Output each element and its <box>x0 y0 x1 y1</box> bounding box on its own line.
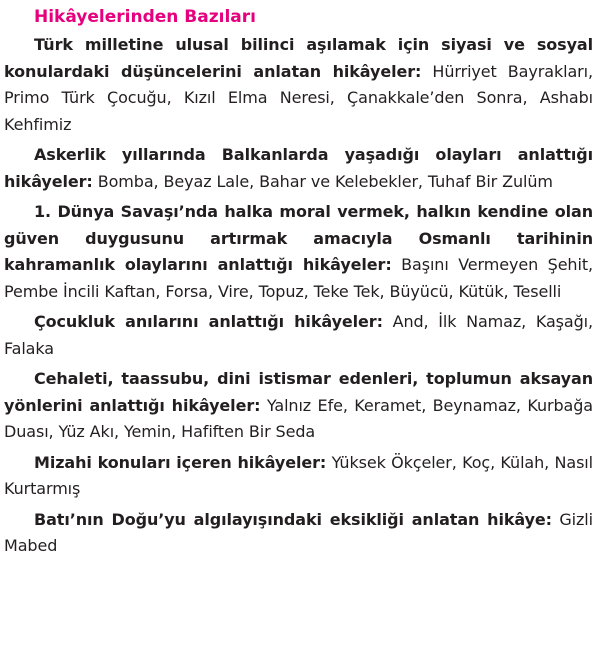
paragraph-body: And, İlk Namaz, Kaşağı, Falaka <box>4 312 593 358</box>
section-title: Hikâyelerinden Bazıları <box>34 7 256 27</box>
paragraph-body: Yüksek Ökçeler, Koç, Külah, Nasıl Kurtarmış <box>4 452 593 498</box>
paragraph-lead: Cehaleti, taassubu, dini istismar edenleri, toplumun aksayan yönlerini anlattığı hikâyeler: <box>4 369 593 415</box>
paragraph-body: Hürriyet Bayrakları, Primo Türk Çocuğu, Kızıl Elma Neresi, Çanakkale’den Sonra, Ashabı Kehfimiz <box>4 61 593 134</box>
paragraph-lead: Batı’nın Doğu’yu algılayışındaki eksikliği anlatan hikâye: <box>34 509 552 529</box>
paragraph-2 <box>4 142 593 195</box>
paragraph-7 <box>4 507 593 560</box>
paragraph-lead: Askerlik yıllarında Balkanlarda yaşadığı olayları anlattığı hikâyeler: <box>4 145 593 191</box>
paragraph-lead: Türk milletine ulusal bilinci aşılamak için siyasi ve sosyal konulardaki düşüncelerini anlatan hikâyeler: <box>4 35 593 81</box>
paragraph-body: Gizli Mabed <box>4 509 593 555</box>
paragraph-1 <box>4 32 593 138</box>
paragraph-3 <box>4 199 593 305</box>
paragraph-body: Başını Vermeyen Şehit, Pembe İncili Kaftan, Forsa, Vire, Topuz, Teke Tek, Büyücü, Kütük, Teselli <box>4 255 593 301</box>
paragraph-body: Bomba, Beyaz Lale, Bahar ve Kelebekler, Tuhaf Bir Zulüm <box>97 171 553 191</box>
paragraph-4 <box>4 309 593 362</box>
paragraph-5 <box>4 366 593 446</box>
paragraph-lead: Mizahi konuları içeren hikâyeler: <box>34 452 327 472</box>
paragraph-6 <box>4 450 593 503</box>
paragraph-lead: Çocukluk anılarını anlattığı hikâyeler: <box>34 312 383 331</box>
paragraph-lead: 1. Dünya Savaşı’nda halka moral vermek, halkın kendine olan güven duygusunu artırmak amacıyla Osmanlı tarihinin kahramanlık olaylarını anlattığı hikâyeler: <box>4 202 593 274</box>
paragraph-body: Yalnız Efe, Keramet, Beynamaz, Kurbağa Duası, Yüz Akı, Yemin, Hafiften Bir Seda <box>4 395 593 441</box>
